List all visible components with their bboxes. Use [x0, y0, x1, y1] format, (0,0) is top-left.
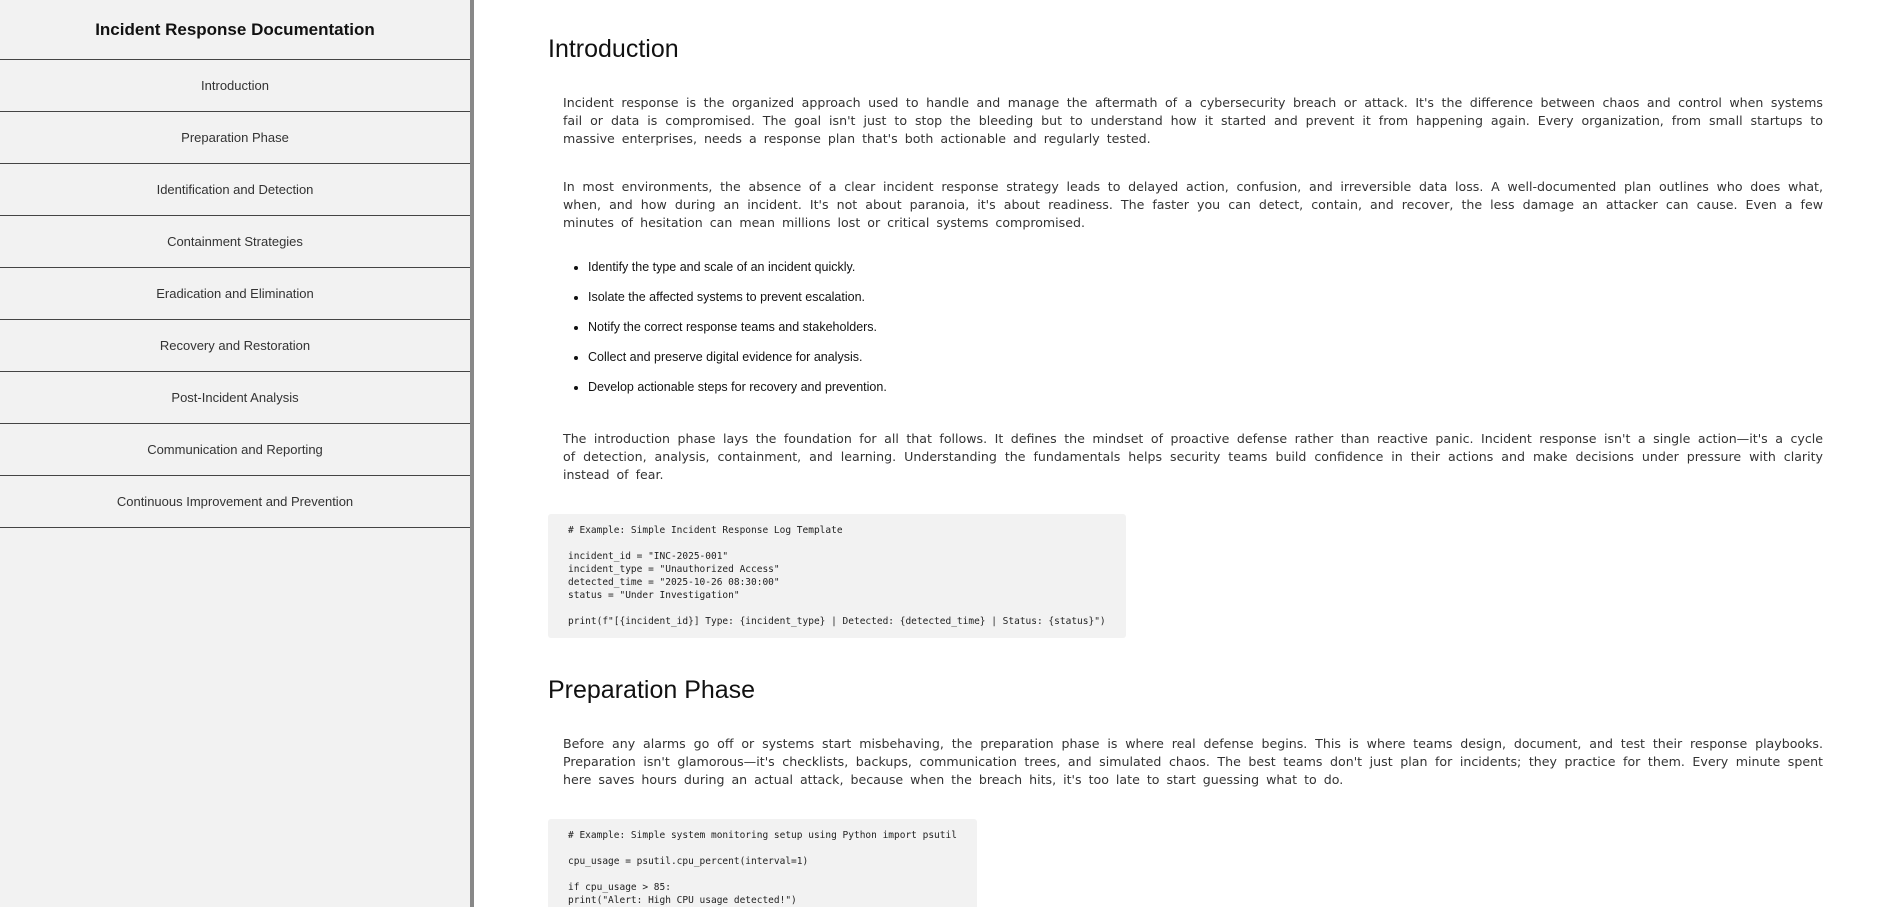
list-item: • Identify the type and scale of an incident quickly.	[588, 252, 1845, 282]
code-text	[568, 829, 957, 907]
code-line: cpu_usage = psutil.cpu_percent(interval=1)	[568, 856, 809, 867]
code-block-monitoring	[548, 819, 977, 907]
list-item: • Notify the correct response teams and stakeholders.	[588, 312, 1845, 342]
intro-paragraph: In most environments, the absence of a clear incident response strategy leads to delayed action, confusion, and irreversible data loss. A well-documented plan outlines who does what, when, and how during an incident. It's not about paranoia, it's about readiness. The faster you can detect, contain, and recover, the less damage an attacker can cause. Even a few minutes of hesitation can mean millions lost or critical systems compromised.	[563, 179, 1823, 230]
code-line: print("Alert: High CPU usage detected!")	[568, 895, 797, 906]
list-item: • Collect and preserve digital evidence for analysis.	[588, 342, 1845, 372]
sidebar-item-post-incident-analysis[interactable]: Post-Incident Analysis	[0, 372, 470, 424]
sidebar-title: Incident Response Documentation	[0, 0, 470, 60]
sidebar-item-communication-and-reporting[interactable]: Communication and Reporting	[0, 424, 470, 476]
section-title-introduction: Introduction	[548, 35, 679, 63]
sidebar-nav	[0, 60, 470, 528]
code-line	[568, 537, 1106, 550]
sidebar-item-identification-and-detection[interactable]: Identification and Detection	[0, 164, 470, 216]
code-line: print(f"[{incident_id}] Type: {incident_type} | Detected: {detected_time} | Status: {status}")	[568, 616, 1106, 627]
sidebar-item-recovery-and-restoration[interactable]: Recovery and Restoration	[0, 320, 470, 372]
code-line: status = "Under Investigation"	[568, 590, 740, 601]
list-item: • Isolate the affected systems to prevent escalation.	[588, 282, 1845, 312]
code-text	[568, 524, 1106, 628]
code-line	[568, 602, 1106, 615]
code-line	[568, 868, 957, 881]
code-line: incident_id = "INC-2025-001"	[568, 551, 729, 562]
intro-paragraph: Incident response is the organized approach used to handle and manage the aftermath of a cybersecurity breach or attack. It's the difference between chaos and control when systems fail or data is compromised. The goal isn't just to stop the bleeding but to understand how it started and prevent it from happening again. Every organization, from small startups to massive enterprises, needs a response plan that's both actionable and regularly tested.	[563, 95, 1823, 146]
sidebar-item-containment-strategies[interactable]: Containment Strategies	[0, 216, 470, 268]
sidebar-item-introduction[interactable]: Introduction	[0, 60, 470, 112]
introduction-section	[548, 35, 1845, 676]
code-block-incident-log	[548, 514, 1126, 638]
section-title-preparation: Preparation Phase	[548, 676, 756, 704]
sidebar-item-preparation-phase[interactable]: Preparation Phase	[0, 112, 470, 164]
sidebar-item-eradication-and-elimination[interactable]: Eradication and Elimination	[0, 268, 470, 320]
list-item: • Develop actionable steps for recovery and prevention.	[588, 372, 1845, 402]
intro-bullet-list	[548, 252, 1845, 402]
code-line: detected_time = "2025-10-26 08:30:00"	[568, 577, 780, 588]
sidebar-item-continuous-improvement[interactable]: Continuous Improvement and Prevention	[0, 476, 470, 528]
main-content[interactable]	[478, 0, 1895, 907]
preparation-section	[548, 676, 1845, 907]
sidebar	[0, 0, 474, 907]
code-line: # Example: Simple Incident Response Log Template	[568, 525, 843, 536]
code-line: if cpu_usage > 85:	[568, 882, 671, 893]
intro-paragraph: The introduction phase lays the foundation for all that follows. It defines the mindset of proactive defense rather than reactive panic. Incident response isn't a single action—it's a cycle of detection, analysis, containment, and learning. Understanding the fundamentals helps security teams build confidence in their actions and make decisions under pressure with clarity instead of fear.	[563, 431, 1823, 482]
preparation-paragraph: Before any alarms go off or systems start misbehaving, the preparation phase is where real defense begins. This is where teams design, document, and test their response playbooks. Preparation isn't glamorous—it's checklists, backups, communication trees, and simulated chaos. The best teams don't just plan for incidents; they practice for them. Every minute spent here saves hours during an actual attack, because when the breach hits, it's too late to start guessing what to do.	[563, 736, 1823, 787]
code-line: # Example: Simple system monitoring setup using Python import psutil	[568, 830, 957, 841]
code-line	[568, 842, 957, 855]
code-line: incident_type = "Unauthorized Access"	[568, 564, 780, 575]
